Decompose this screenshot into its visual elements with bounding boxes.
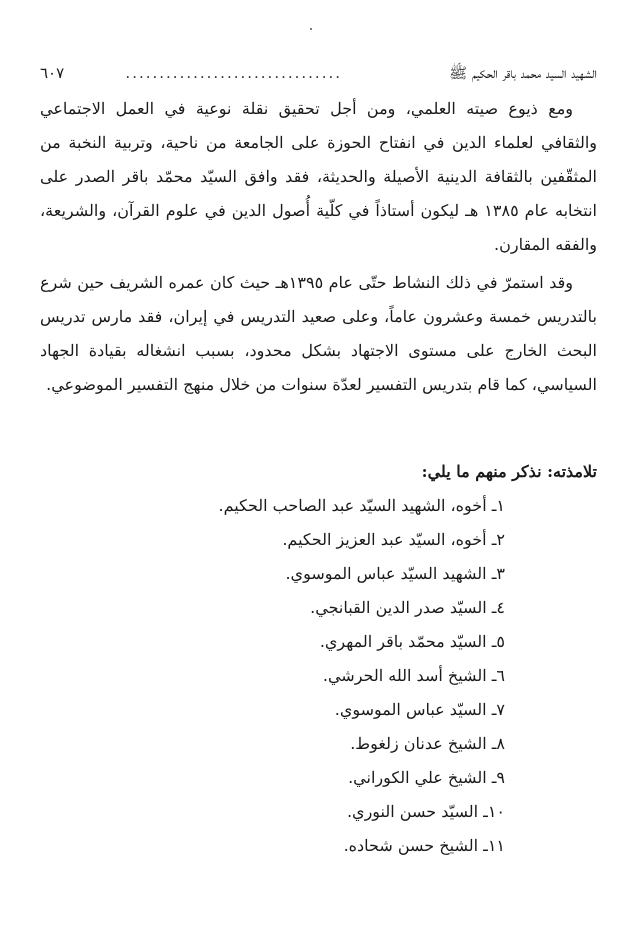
- paragraph-2: وقد استمرّ في ذلك النشاط حتّى عام ١٣٩٥هـ حيث كان عمره الشريف حين شرع بالتدريس خمسة وعشرون عاماً، وعلى صعيد التدريس في إيران، فقد مارس تدريس البحث الخارج على مستوى الاجتهاد بشكل محدود، بسبب انشغاله بقيادة الجهاد السياسي، كما قام بتدريس التفسير لعدّة سنوات من خلال منهج التفسير الموضوعي.: [40, 273, 597, 394]
- paragraph-1: ومع ذيوع صيته العلمي، ومن أجل تحقيق نقلة نوعية في العمل الاجتماعي والثقافي لعلماء الدين في انفتاح الحوزة على الجامعة من ناحية، وتربية النخبة من المثقّفين بالثقافة الدينية الأصيلة والحديثة، فقد وافق السيّد محمّد باقر الصدر على انتخابه عام ١٣٨٥ هـ ليكون أستاذاً في كلّية أُصول الدين في علوم القرآن، والشريعة، والفقه المقارن.: [40, 99, 597, 254]
- list-item: ١٠ـ السيّد حسن النوري.: [346, 802, 505, 821]
- list-item: ٢ـ أخوه، السيّد عبد العزيز الحكيم.: [282, 530, 505, 549]
- body-text: [40, 92, 597, 402]
- page-number: ٦٠٧: [40, 64, 65, 82]
- list-item: ٣ـ الشهيد السيّد عباس الموسوي.: [285, 564, 505, 583]
- list-item: ١ـ أخوه، الشهيد السيّد عبد الصاحب الحكيم.: [218, 496, 505, 515]
- running-header: [40, 62, 597, 84]
- list-item: ٤ـ السيّد صدر الدين القبانجي.: [310, 598, 505, 617]
- list-item: ٩ـ الشيخ علي الكوراني.: [348, 768, 505, 787]
- students-section: [40, 455, 597, 863]
- list-item: ٥ـ السيّد محمّد باقر المهري.: [319, 632, 505, 651]
- header-title: الشهيد السيد محمد باقر الحكيم ﷺ: [449, 64, 597, 82]
- students-heading: تلامذته: نذكر منهم ما يلي:: [421, 462, 597, 481]
- students-list: [40, 489, 597, 863]
- list-item: ٧ـ السيّد عباس الموسوي.: [334, 700, 505, 719]
- list-item: ٦ـ الشيخ أسد الله الحرشي.: [322, 666, 505, 685]
- list-item: ١١ـ الشيخ حسن شحاده.: [343, 836, 505, 855]
- header-leader-dots: ................................: [125, 64, 342, 82]
- speck-mark: [310, 28, 312, 30]
- list-item: ٨ـ الشيخ عدنان زلغوط.: [350, 734, 505, 753]
